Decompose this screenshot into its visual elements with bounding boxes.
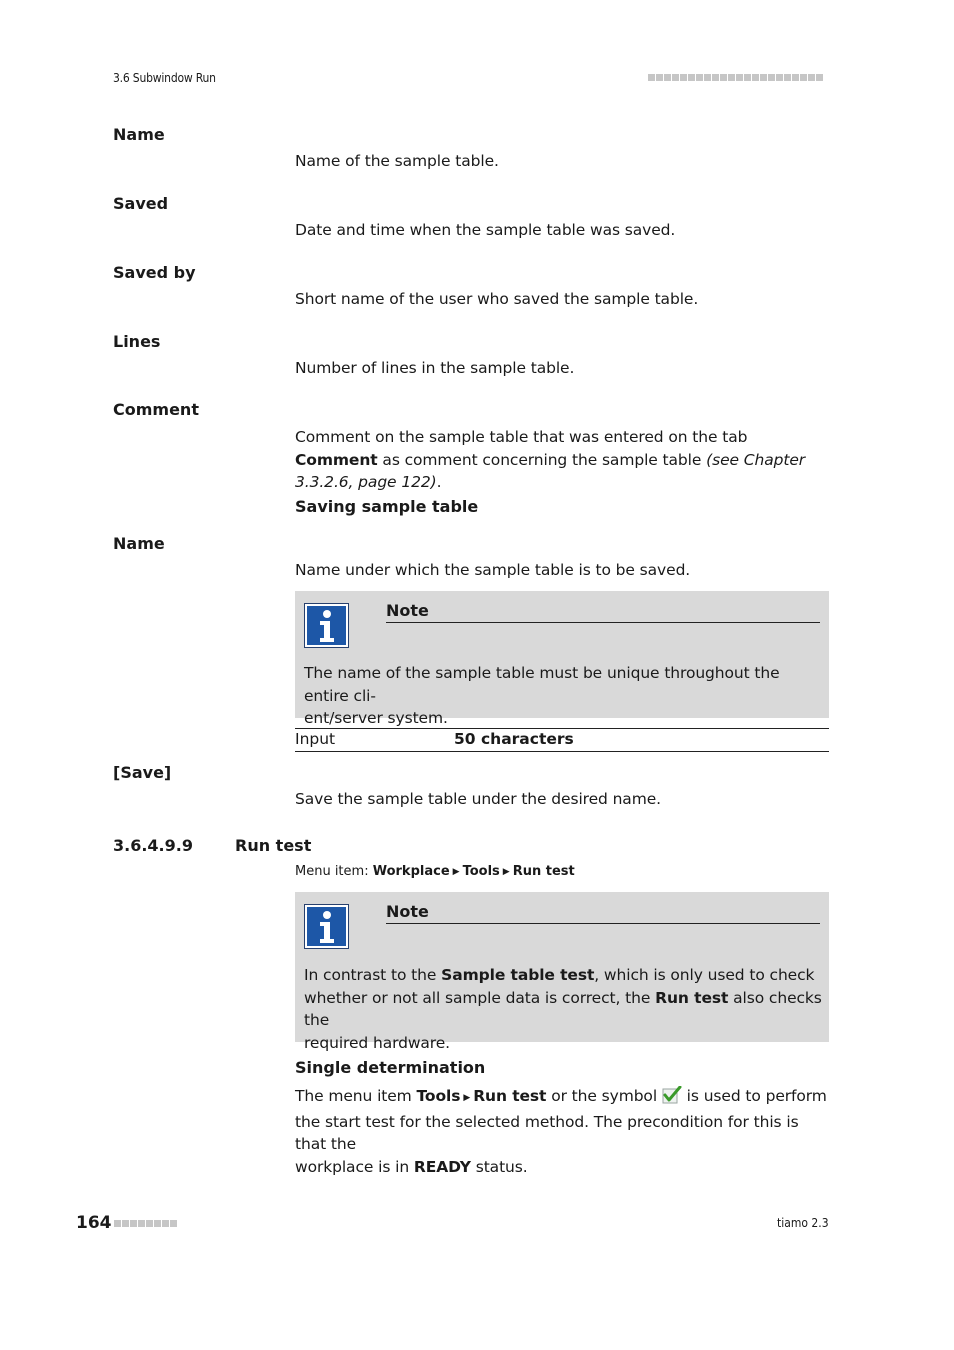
desc-saved-by: Short name of the user who saved the sample table. — [295, 290, 699, 308]
info-glyph — [316, 609, 338, 643]
note-line: whether or not all sample data is correct, the Run test also checks the — [304, 988, 822, 1029]
checkmark-icon — [662, 1086, 682, 1104]
menu-path — [295, 864, 575, 879]
desc-comment — [295, 426, 829, 494]
para-line: workplace is in READY status. — [295, 1157, 528, 1176]
input-spec-row — [295, 728, 829, 752]
input-value: 50 characters — [454, 730, 574, 748]
single-determination-heading: Single determination — [295, 1058, 486, 1077]
running-header-section: 3.6 Subwindow Run — [113, 71, 216, 85]
desc-name: Name of the sample table. — [295, 152, 499, 170]
header-decoration — [648, 74, 823, 81]
triangle-right-icon: ▶ — [502, 867, 510, 877]
desc-save-name: Name under which the sample table is to be saved. — [295, 561, 691, 579]
menu-ref-run-test: Run test — [473, 1087, 547, 1105]
desc-save-button: Save the sample table under the desired name. — [295, 790, 661, 808]
note-title: Note — [386, 601, 820, 623]
note-line: In contrast to the Sample table test, which is only used to check — [304, 966, 815, 984]
comment-text-3: . — [436, 473, 442, 491]
note-line: ent/server system. — [304, 709, 448, 727]
term-lines: Lines — [113, 332, 161, 351]
section-number: 3.6.4.9.9 — [113, 836, 193, 855]
term-save-name: Name — [113, 534, 165, 553]
saving-heading: Saving sample table — [295, 497, 479, 516]
para-line: The menu item Tools ▶ Run test or the symbol is used to perform — [295, 1087, 827, 1105]
menu-prefix: Menu item: — [295, 864, 373, 879]
term-saved: Saved — [113, 194, 169, 213]
desc-lines: Number of lines in the sample table. — [295, 359, 575, 377]
input-label: Input — [295, 730, 336, 748]
note-line: required hardware. — [304, 1033, 451, 1052]
comment-text-1: Comment on the sample table that was entered on the tab — [295, 428, 748, 446]
term-save-button: [Save] — [113, 763, 172, 782]
menu-item-run-test: Run test — [512, 864, 575, 879]
comment-text-2: as comment concerning the sample table — [377, 450, 707, 469]
term-comment: Comment — [113, 400, 199, 419]
term-saved-by: Saved by — [113, 263, 196, 282]
info-icon — [304, 904, 349, 949]
page-number: 164 — [76, 1213, 112, 1233]
note-line: The name of the sample table must be unique throughout the entire cli- — [304, 664, 780, 705]
info-icon — [304, 603, 349, 648]
chapter-reference-link[interactable]: (see Chapter 3.3.2.6, page 122) — [295, 450, 806, 491]
menu-ref-tools: Tools — [416, 1087, 461, 1105]
note-title: Note — [386, 902, 820, 924]
section-title: Run test — [235, 836, 312, 855]
menu-item-workplace: Workplace — [372, 864, 450, 879]
note-body — [304, 662, 822, 730]
comment-tab-name: Comment — [295, 450, 378, 469]
menu-item-tools: Tools — [462, 864, 500, 879]
triangle-right-icon: ▶ — [463, 1093, 471, 1103]
desc-saved: Date and time when the sample table was saved. — [295, 221, 676, 239]
single-determination-text — [295, 1085, 829, 1178]
status-ready: READY — [413, 1157, 471, 1176]
product-name: tiamo 2.3 — [777, 1216, 829, 1230]
triangle-right-icon: ▶ — [452, 867, 460, 877]
footer-decoration — [114, 1220, 177, 1227]
note-box-run-test — [295, 892, 829, 1052]
info-glyph — [316, 910, 338, 944]
note-body — [304, 964, 822, 1054]
term-name: Name — [113, 125, 165, 144]
note-box-unique-name — [295, 591, 829, 727]
para-line: the start test for the selected method. The precondition for this is that the — [295, 1112, 799, 1153]
